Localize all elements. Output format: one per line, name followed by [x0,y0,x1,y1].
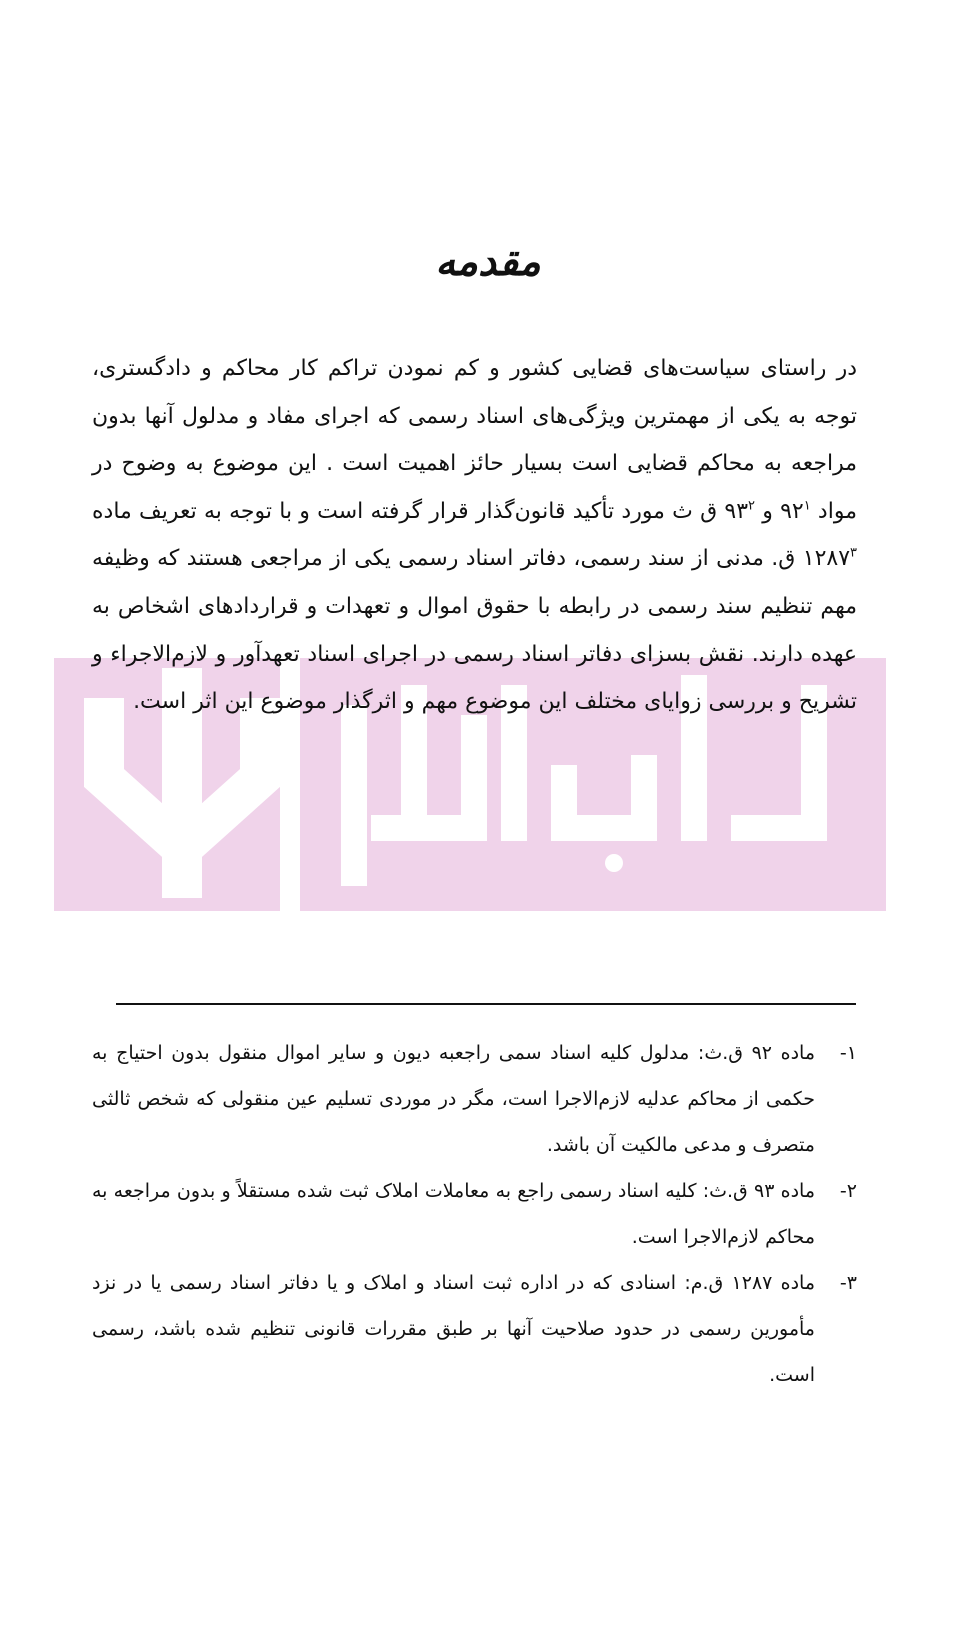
footnote-text: ماده ۱۲۸۷ ق.م: اسنادی که در اداره ثبت اسناد و املاک و یا دفاتر اسناد رسمی یا در نزد مأمورین رسمی در حدود صلاحیت آنها بر طبق مقررات قانونی تنظیم شده باشد، رسمی است. [92,1272,815,1386]
footnote-2 [92,1168,857,1260]
footnote-text: ماده ۹۲ ق.ث: مدلول کلیه اسناد سمی راجعبه دیون و سایر اموال منقول بدون احتیاج به حکمی از محاکم عدلیه لازم‌الاجرا است، مگر در موردی تسلیم عین منقولی که شخص ثالثی متصرف و مدعی مالکیت آن باشد. [92,1042,815,1156]
footnote-3 [92,1260,857,1398]
footnote-number: ۲- [839,1180,857,1202]
footnote-ref-3: ۳ [850,546,857,562]
footnote-separator [116,1003,856,1005]
footnote-text: ماده ۹۳ ق.ث: کلیه اسناد رسمی راجع به معاملات املاک ثبت شده مستقلاً و بدون مراجعه به محاکم لازم‌الاجرا است. [92,1180,816,1248]
body-text-part-2: و ۹۳ [724,498,781,524]
footnote-number: ۳- [839,1272,857,1294]
body-text-part-4: ق. مدنی از سند رسمی، دفاتر اسناد رسمی یکی از مراجعی هستند که وظیفه مهم تنظیم سند رسمی در رابطه با حقوق اموال و تعهدات و قراردادهای اشخاص به عهده دارند. نقش بسزای دفاتر اسناد رسمی در اجرای اسناد تعهدآور و لازم‌الاجراء و تشریح و بررسی زوایای مختلف این موضوع مهم و اثرگذار موضوع این اثر است. [92,546,857,715]
footnotes [92,1030,857,1398]
body-text-part-3: ق ث مورد تأکید قانون‌گذار قرار گرفته است و با توجه به تعریف ماده ۱۲۸۷ [92,498,851,572]
page-title: مقدمه [435,238,541,285]
introduction-paragraph [92,345,857,726]
footnote-1 [92,1030,857,1168]
footnote-ref-1: ۱ [803,498,811,514]
footnote-ref-2: ۲ [748,498,756,514]
footnote-number: ۱- [839,1042,857,1064]
body-text-part-1: در راستای سیاست‌های قضایی کشور و کم نمودن تراکم کار محاکم و دادگستری، توجه به یکی از مهمترین ویژگی‌های اسناد رسمی که اجرای مفاد و مدلول آنها بدون مراجعه به محاکم قضایی است بسیار حائز اهمیت است . این موضوع به وضوح در مواد ۹۲ [92,356,857,524]
